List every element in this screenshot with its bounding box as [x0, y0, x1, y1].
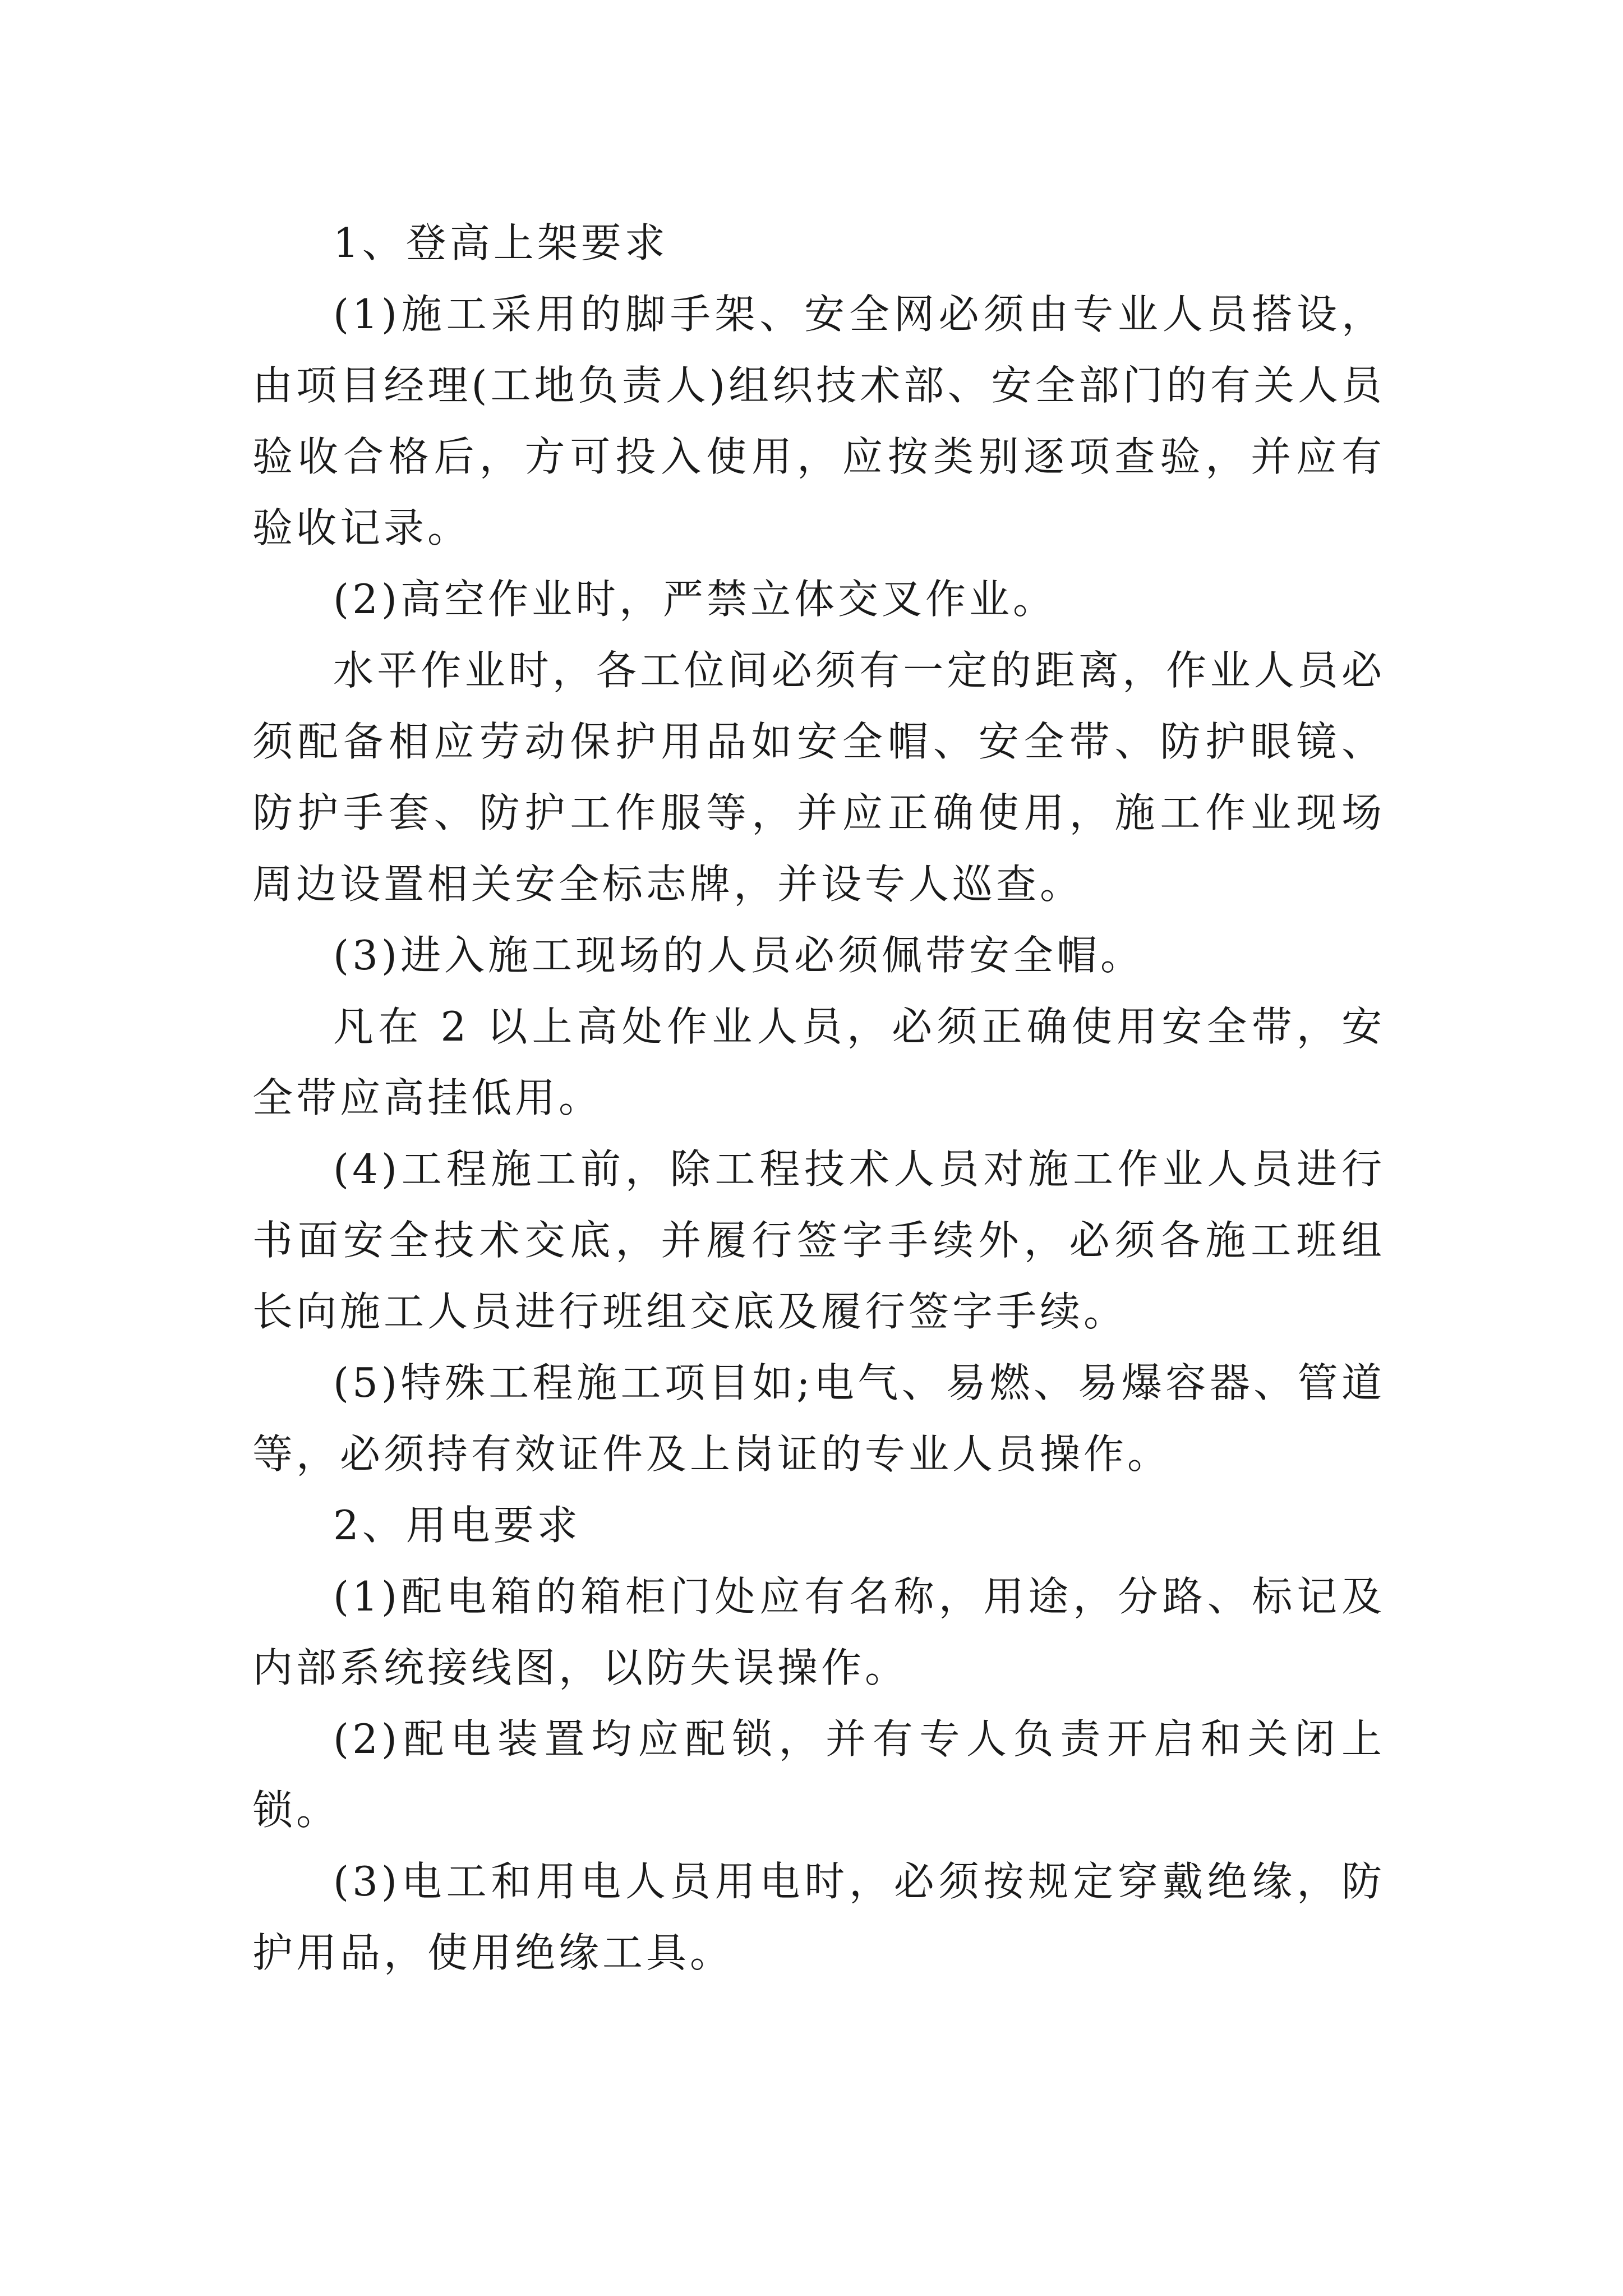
section-heading-electricity: 2、用电要求 [333, 1502, 581, 1549]
paragraph-safety-belt: 凡在 2 以上高处作业人员，必须正确使用安全带，安全带应高挂低用。 [252, 1003, 1385, 1121]
paragraph-distribution-box: (1)配电箱的箱柜门处应有名称，用途，分路、标记及内部系统接线图，以防失误操作。 [252, 1573, 1385, 1691]
paragraph-locks: (2)配电装置均应配锁，并有专人负责开启和关闭上锁。 [252, 1715, 1385, 1834]
paragraph-special-projects: (5)特殊工程施工项目如;电气、易燃、易爆容器、管道等，必须持有效证件及上岗证的专业人员操作。 [252, 1359, 1385, 1478]
paragraph-scaffold-inspection: (1)施工采用的脚手架、安全网必须由专业人员搭设，由项目经理(工地负责人)组织技术部、安全部门的有关人员验收合格后，方可投入使用，应按类别逐项查验，并应有验收记录。 [252, 291, 1385, 551]
section-heading-climbing: 1、登高上架要求 [333, 219, 668, 266]
document-body [252, 208, 1385, 1989]
paragraph-horizontal-work: 水平作业时，各工位间必须有一定的距离，作业人员必须配备相应劳动保护用品如安全帽、安全带、防护眼镜、防护手套、防护工作服等，并应正确使用，施工作业现场周边设置相关安全标志牌，并设专人巡查。 [252, 647, 1385, 908]
paragraph-technical-briefing: (4)工程施工前，除工程技术人员对施工作业人员进行书面安全技术交底，并履行签字手续外，必须各施工班组长向施工人员进行班组交底及履行签字手续。 [252, 1145, 1385, 1335]
paragraph-safety-helmet: (3)进入施工现场的人员必须佩带安全帽。 [333, 932, 1144, 979]
paragraph-insulation: (3)电工和用电人员用电时，必须按规定穿戴绝缘，防护用品，使用绝缘工具。 [252, 1858, 1385, 1976]
paragraph-no-cross-work: (2)高空作业时，严禁立体交叉作业。 [333, 576, 1057, 623]
